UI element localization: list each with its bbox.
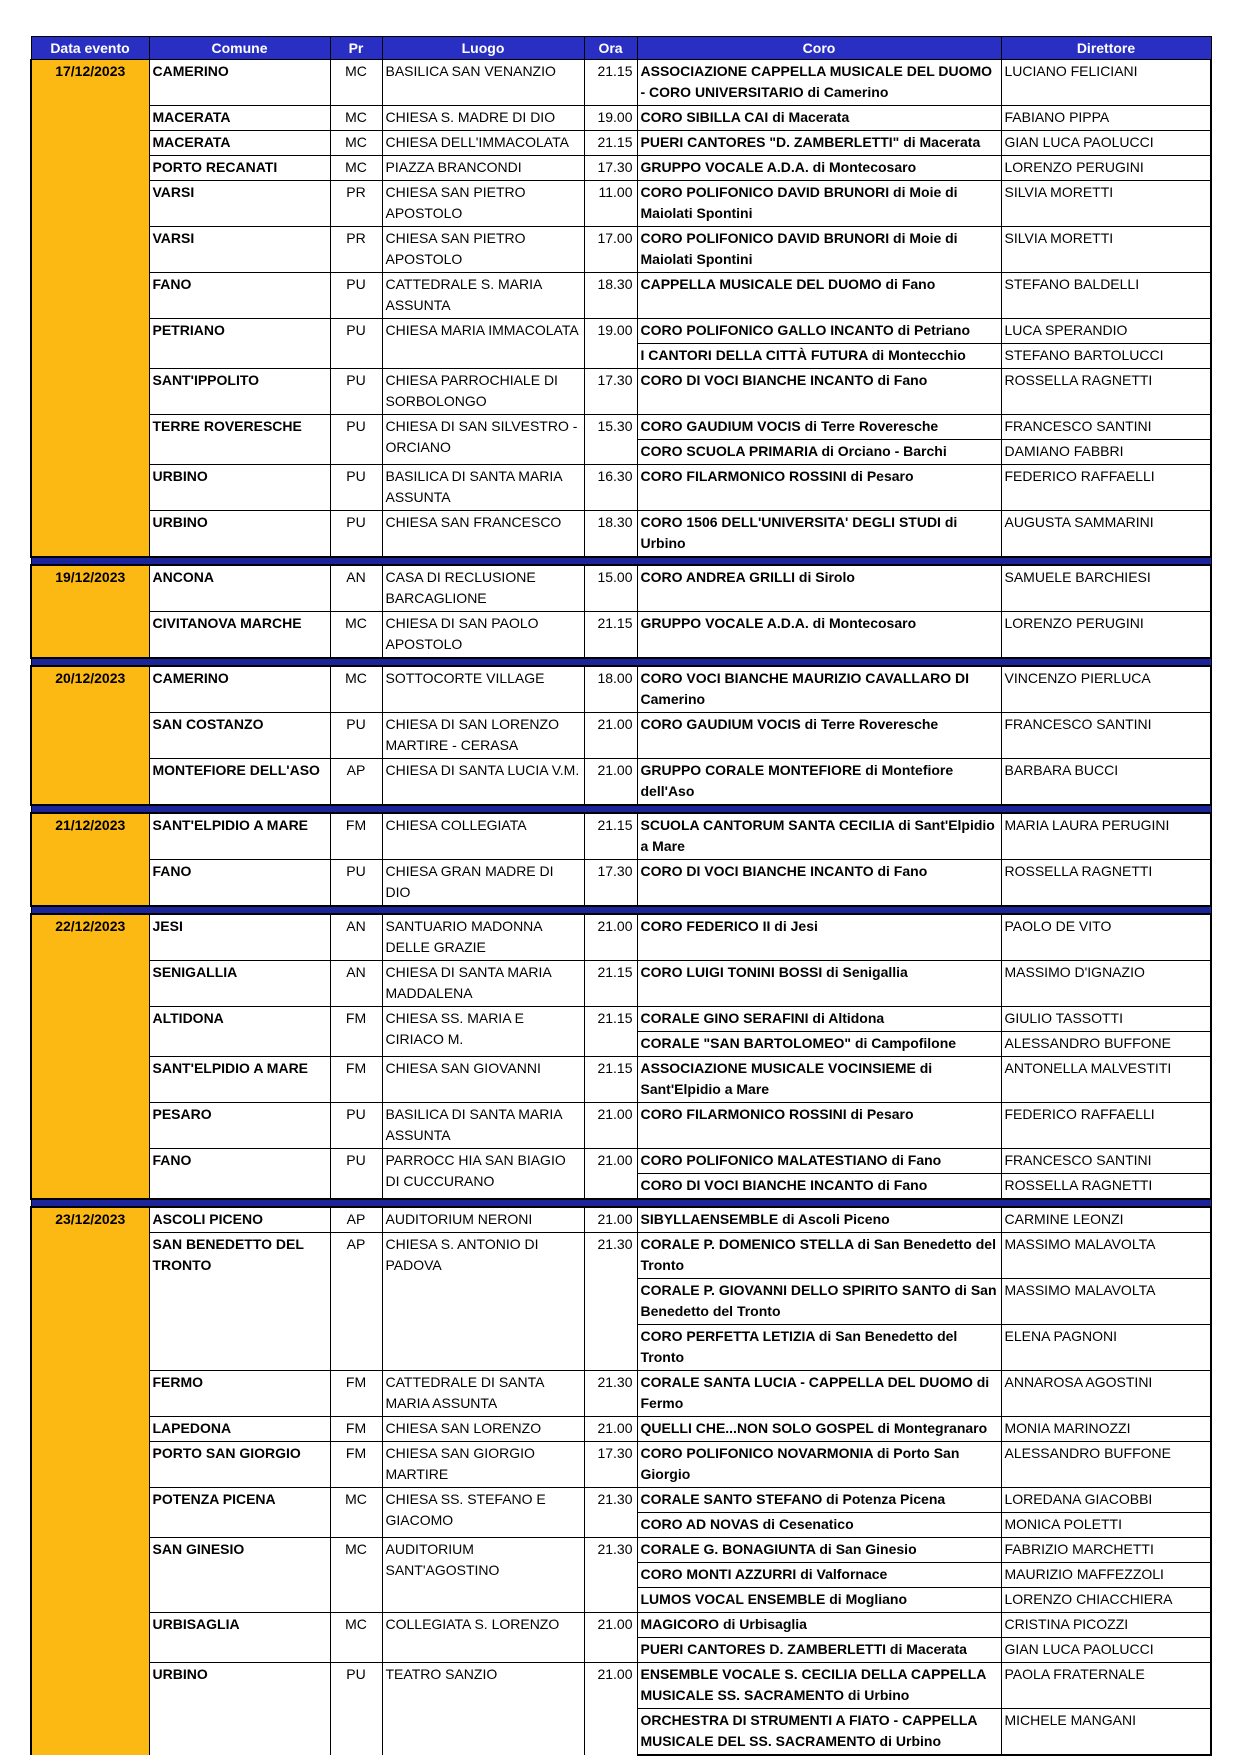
coro-cell: CORALE SANTA LUCIA - CAPPELLA DEL DUOMO di Fermo xyxy=(637,1371,1001,1417)
table-row xyxy=(31,1371,1211,1417)
header-direttore: Direttore xyxy=(1001,37,1211,60)
province-cell: PU xyxy=(330,319,382,369)
province-cell: FM xyxy=(330,1371,382,1417)
direttore-cell: MASSIMO MALAVOLTA xyxy=(1001,1279,1211,1325)
table-row xyxy=(31,1207,1211,1233)
direttore-cell: ANNAROSA AGOSTINI xyxy=(1001,1371,1211,1417)
coro-cell: LUMOS VOCAL ENSEMBLE di Mogliano xyxy=(637,1588,1001,1613)
table-row xyxy=(31,1442,1211,1488)
comune-cell: MONTEFIORE DELL'ASO xyxy=(149,759,330,806)
province-cell: FM xyxy=(330,1417,382,1442)
province-cell: PU xyxy=(330,713,382,759)
coro-cell: SIBYLLAENSEMBLE di Ascoli Piceno xyxy=(637,1207,1001,1233)
luogo-cell: SANTUARIO MADONNA DELLE GRAZIE xyxy=(382,914,584,961)
day-separator xyxy=(31,658,1211,666)
coro-cell: CORALE SANTO STEFANO di Potenza Picena xyxy=(637,1488,1001,1513)
table-row xyxy=(31,666,1211,713)
ora-cell: 21.00 xyxy=(584,1207,637,1233)
luogo-cell: CHIESA SAN PIETRO APOSTOLO xyxy=(382,227,584,273)
coro-cell: I CANTORI DELLA CITTÀ FUTURA di Montecchio xyxy=(637,344,1001,369)
ora-cell: 17.00 xyxy=(584,227,637,273)
luogo-cell: TEATRO SANZIO xyxy=(382,1663,584,1756)
province-cell: AP xyxy=(330,1207,382,1233)
comune-cell: SENIGALLIA xyxy=(149,961,330,1007)
direttore-cell: LOREDANA GIACOBBI xyxy=(1001,1488,1211,1513)
table-row xyxy=(31,860,1211,907)
coro-cell: CORO LUIGI TONINI BOSSI di Senigallia xyxy=(637,961,1001,1007)
province-cell: FM xyxy=(330,813,382,860)
coro-cell: QUELLI CHE...NON SOLO GOSPEL di Montegranaro xyxy=(637,1417,1001,1442)
luogo-cell: CHIESA GRAN MADRE DI DIO xyxy=(382,860,584,907)
coro-cell: MAGICORO di Urbisaglia xyxy=(637,1613,1001,1638)
direttore-cell: LUCA SPERANDIO xyxy=(1001,319,1211,344)
direttore-cell: MARIA LAURA PERUGINI xyxy=(1001,813,1211,860)
direttore-cell: GIAN LUCA PAOLUCCI xyxy=(1001,131,1211,156)
province-cell: AP xyxy=(330,1233,382,1371)
luogo-cell: COLLEGIATA S. LORENZO xyxy=(382,1613,584,1663)
separator-bar xyxy=(31,805,1211,813)
direttore-cell: LORENZO PERUGINI xyxy=(1001,612,1211,659)
coro-cell: CORALE "SAN BARTOLOMEO" di Campofilone xyxy=(637,1032,1001,1057)
comune-cell: CAMERINO xyxy=(149,666,330,713)
direttore-cell: PAOLA FRATERNALE xyxy=(1001,1663,1211,1709)
coro-cell: GRUPPO VOCALE A.D.A. di Montecosaro xyxy=(637,612,1001,659)
coro-cell: CORO GAUDIUM VOCIS di Terre Roveresche xyxy=(637,415,1001,440)
luogo-cell: BASILICA DI SANTA MARIA ASSUNTA xyxy=(382,1103,584,1149)
header-comune: Comune xyxy=(149,37,330,60)
direttore-cell: SILVIA MORETTI xyxy=(1001,181,1211,227)
coro-cell: CORO DI VOCI BIANCHE INCANTO di Fano xyxy=(637,1174,1001,1200)
luogo-cell: CHIESA COLLEGIATA xyxy=(382,813,584,860)
direttore-cell: ALESSANDRO BUFFONE xyxy=(1001,1442,1211,1488)
province-cell: MC xyxy=(330,131,382,156)
coro-cell: CORO POLIFONICO DAVID BRUNORI di Moie di Maiolati Spontini xyxy=(637,181,1001,227)
separator-bar xyxy=(31,1199,1211,1207)
ora-cell: 21.15 xyxy=(584,961,637,1007)
coro-cell: CORO ANDREA GRILLI di Sirolo xyxy=(637,565,1001,612)
comune-cell: PORTO SAN GIORGIO xyxy=(149,1442,330,1488)
concert-schedule xyxy=(30,36,1210,1756)
table-row xyxy=(31,1417,1211,1442)
table-row xyxy=(31,465,1211,511)
ora-cell: 11.00 xyxy=(584,181,637,227)
schedule-table xyxy=(30,36,1212,1756)
ora-cell: 19.00 xyxy=(584,319,637,369)
day-separator xyxy=(31,906,1211,914)
day-separator xyxy=(31,1199,1211,1207)
table-row xyxy=(31,227,1211,273)
ora-cell: 17.30 xyxy=(584,156,637,181)
comune-cell: CAMERINO xyxy=(149,60,330,106)
table-row xyxy=(31,106,1211,131)
comune-cell: POTENZA PICENA xyxy=(149,1488,330,1538)
direttore-cell: MICHELE MANGANI xyxy=(1001,1709,1211,1756)
header-coro: Coro xyxy=(637,37,1001,60)
ora-cell: 21.00 xyxy=(584,1103,637,1149)
event-date: 22/12/2023 xyxy=(31,914,149,1199)
province-cell: PR xyxy=(330,227,382,273)
luogo-cell: CHIESA MARIA IMMACOLATA xyxy=(382,319,584,369)
ora-cell: 21.30 xyxy=(584,1371,637,1417)
ora-cell: 15.30 xyxy=(584,415,637,465)
direttore-cell: MONIA MARINOZZI xyxy=(1001,1417,1211,1442)
table-row xyxy=(31,60,1211,106)
table-row xyxy=(31,415,1211,440)
coro-cell: CORO SCUOLA PRIMARIA di Orciano - Barchi xyxy=(637,440,1001,465)
coro-cell: CORO 1506 DELL'UNIVERSITA' DEGLI STUDI di Urbino xyxy=(637,511,1001,558)
table-row xyxy=(31,1488,1211,1513)
luogo-cell: CHIESA DI SANTA MARIA MADDALENA xyxy=(382,961,584,1007)
coro-cell: CORO DI VOCI BIANCHE INCANTO di Fano xyxy=(637,860,1001,907)
coro-cell: CORO GAUDIUM VOCIS di Terre Roveresche xyxy=(637,713,1001,759)
direttore-cell: FRANCESCO SANTINI xyxy=(1001,415,1211,440)
comune-cell: PETRIANO xyxy=(149,319,330,369)
direttore-cell: PAOLO DE VITO xyxy=(1001,914,1211,961)
ora-cell: 21.00 xyxy=(584,759,637,806)
comune-cell: SANT'ELPIDIO A MARE xyxy=(149,813,330,860)
comune-cell: FANO xyxy=(149,273,330,319)
coro-cell: CORO AD NOVAS di Cesenatico xyxy=(637,1513,1001,1538)
comune-cell: CIVITANOVA MARCHE xyxy=(149,612,330,659)
direttore-cell: FABIANO PIPPA xyxy=(1001,106,1211,131)
coro-cell: CORO PERFETTA LETIZIA di San Benedetto del Tronto xyxy=(637,1325,1001,1371)
comune-cell: VARSI xyxy=(149,227,330,273)
separator-bar xyxy=(31,906,1211,914)
direttore-cell: CRISTINA PICOZZI xyxy=(1001,1613,1211,1638)
direttore-cell: STEFANO BALDELLI xyxy=(1001,273,1211,319)
comune-cell: URBINO xyxy=(149,1663,330,1756)
luogo-cell: CHIESA SAN GIOVANNI xyxy=(382,1057,584,1103)
coro-cell: ORCHESTRA DI STRUMENTI A FIATO - CAPPELLA MUSICALE DEL SS. SACRAMENTO di Urbino xyxy=(637,1709,1001,1756)
coro-cell: SCUOLA CANTORUM SANTA CECILIA di Sant'Elpidio a Mare xyxy=(637,813,1001,860)
luogo-cell: CHIESA SAN GIORGIO MARTIRE xyxy=(382,1442,584,1488)
table-row xyxy=(31,813,1211,860)
province-cell: MC xyxy=(330,1613,382,1663)
province-cell: MC xyxy=(330,1488,382,1538)
table-row xyxy=(31,1007,1211,1032)
ora-cell: 21.30 xyxy=(584,1488,637,1538)
province-cell: PU xyxy=(330,465,382,511)
direttore-cell: FRANCESCO SANTINI xyxy=(1001,1149,1211,1174)
province-cell: PU xyxy=(330,1663,382,1756)
ora-cell: 21.30 xyxy=(584,1233,637,1371)
direttore-cell: ALESSANDRO BUFFONE xyxy=(1001,1032,1211,1057)
direttore-cell: LORENZO CHIACCHIERA xyxy=(1001,1588,1211,1613)
ora-cell: 19.00 xyxy=(584,106,637,131)
luogo-cell: CHIESA PARROCHIALE DI SORBOLONGO xyxy=(382,369,584,415)
luogo-cell: CHIESA DI SANTA LUCIA V.M. xyxy=(382,759,584,806)
coro-cell: GRUPPO VOCALE A.D.A. di Montecosaro xyxy=(637,156,1001,181)
ora-cell: 21.15 xyxy=(584,131,637,156)
luogo-cell: CATTEDRALE DI SANTA MARIA ASSUNTA xyxy=(382,1371,584,1417)
ora-cell: 18.30 xyxy=(584,511,637,558)
header-ora: Ora xyxy=(584,37,637,60)
table-body xyxy=(31,60,1211,1756)
direttore-cell: ANTONELLA MALVESTITI xyxy=(1001,1057,1211,1103)
luogo-cell: AUDITORIUM NERONI xyxy=(382,1207,584,1233)
coro-cell: CORO SIBILLA CAI di Macerata xyxy=(637,106,1001,131)
ora-cell: 16.30 xyxy=(584,465,637,511)
comune-cell: MACERATA xyxy=(149,131,330,156)
separator-bar xyxy=(31,658,1211,666)
event-date: 17/12/2023 xyxy=(31,60,149,558)
ora-cell: 17.30 xyxy=(584,1442,637,1488)
comune-cell: SANT'IPPOLITO xyxy=(149,369,330,415)
comune-cell: URBINO xyxy=(149,511,330,558)
luogo-cell: CHIESA S. MADRE DI DIO xyxy=(382,106,584,131)
direttore-cell: MONICA POLETTI xyxy=(1001,1513,1211,1538)
table-row xyxy=(31,273,1211,319)
luogo-cell: AUDITORIUM SANT'AGOSTINO xyxy=(382,1538,584,1613)
direttore-cell: MAURIZIO MAFFEZZOLI xyxy=(1001,1563,1211,1588)
coro-cell: CORO FEDERICO II di Jesi xyxy=(637,914,1001,961)
ora-cell: 21.00 xyxy=(584,1613,637,1663)
ora-cell: 21.00 xyxy=(584,914,637,961)
coro-cell: CAPPELLA MUSICALE DEL DUOMO di Fano xyxy=(637,273,1001,319)
luogo-cell: CHIESA DELL'IMMACOLATA xyxy=(382,131,584,156)
coro-cell: CORO MONTI AZZURRI di Valfornace xyxy=(637,1563,1001,1588)
comune-cell: VARSI xyxy=(149,181,330,227)
coro-cell: CORO DI VOCI BIANCHE INCANTO di Fano xyxy=(637,369,1001,415)
direttore-cell: GIAN LUCA PAOLUCCI xyxy=(1001,1638,1211,1663)
province-cell: MC xyxy=(330,106,382,131)
header-row xyxy=(31,37,1211,60)
coro-cell: CORO POLIFONICO NOVARMONIA di Porto San Giorgio xyxy=(637,1442,1001,1488)
province-cell: MC xyxy=(330,156,382,181)
direttore-cell: GIULIO TASSOTTI xyxy=(1001,1007,1211,1032)
province-cell: AN xyxy=(330,914,382,961)
comune-cell: SANT'ELPIDIO A MARE xyxy=(149,1057,330,1103)
table-row xyxy=(31,369,1211,415)
coro-cell: CORO POLIFONICO GALLO INCANTO di Petriano xyxy=(637,319,1001,344)
direttore-cell: FEDERICO RAFFAELLI xyxy=(1001,1103,1211,1149)
coro-cell: CORO POLIFONICO MALATESTIANO di Fano xyxy=(637,1149,1001,1174)
comune-cell: URBINO xyxy=(149,465,330,511)
table-row xyxy=(31,1538,1211,1563)
ora-cell: 21.15 xyxy=(584,612,637,659)
direttore-cell: AUGUSTA SAMMARINI xyxy=(1001,511,1211,558)
luogo-cell: PIAZZA BRANCONDI xyxy=(382,156,584,181)
coro-cell: CORO FILARMONICO ROSSINI di Pesaro xyxy=(637,465,1001,511)
ora-cell: 21.15 xyxy=(584,1057,637,1103)
ora-cell: 15.00 xyxy=(584,565,637,612)
coro-cell: CORALE P. DOMENICO STELLA di San Benedetto del Tronto xyxy=(637,1233,1001,1279)
direttore-cell: SILVIA MORETTI xyxy=(1001,227,1211,273)
luogo-cell: CHIESA S. ANTONIO DI PADOVA xyxy=(382,1233,584,1371)
table-row xyxy=(31,131,1211,156)
coro-cell: PUERI CANTORES D. ZAMBERLETTI di Macerata xyxy=(637,1638,1001,1663)
luogo-cell: PARROCC HIA SAN BIAGIO DI CUCCURANO xyxy=(382,1149,584,1200)
luogo-cell: CASA DI RECLUSIONE BARCAGLIONE xyxy=(382,565,584,612)
province-cell: MC xyxy=(330,666,382,713)
direttore-cell: BARBARA BUCCI xyxy=(1001,759,1211,806)
comune-cell: FANO xyxy=(149,1149,330,1200)
province-cell: FM xyxy=(330,1442,382,1488)
luogo-cell: CHIESA DI SAN SILVESTRO - ORCIANO xyxy=(382,415,584,465)
coro-cell: CORO FILARMONICO ROSSINI di Pesaro xyxy=(637,1103,1001,1149)
comune-cell: FANO xyxy=(149,860,330,907)
luogo-cell: CATTEDRALE S. MARIA ASSUNTA xyxy=(382,273,584,319)
coro-cell: ASSOCIAZIONE MUSICALE VOCINSIEME di Sant'Elpidio a Mare xyxy=(637,1057,1001,1103)
table-row xyxy=(31,156,1211,181)
direttore-cell: ROSSELLA RAGNETTI xyxy=(1001,1174,1211,1200)
table-header xyxy=(31,37,1211,60)
comune-cell: JESI xyxy=(149,914,330,961)
luogo-cell: CHIESA SAN FRANCESCO xyxy=(382,511,584,558)
ora-cell: 18.30 xyxy=(584,273,637,319)
ora-cell: 21.00 xyxy=(584,1663,637,1756)
table-row xyxy=(31,511,1211,558)
comune-cell: ANCONA xyxy=(149,565,330,612)
direttore-cell: LUCIANO FELICIANI xyxy=(1001,60,1211,106)
direttore-cell: STEFANO BARTOLUCCI xyxy=(1001,344,1211,369)
comune-cell: SAN GINESIO xyxy=(149,1538,330,1613)
table-row xyxy=(31,1057,1211,1103)
province-cell: PU xyxy=(330,1149,382,1200)
header-luogo: Luogo xyxy=(382,37,584,60)
ora-cell: 21.00 xyxy=(584,713,637,759)
event-date: 21/12/2023 xyxy=(31,813,149,906)
luogo-cell: CHIESA DI SAN LORENZO MARTIRE - CERASA xyxy=(382,713,584,759)
province-cell: MC xyxy=(330,1538,382,1613)
ora-cell: 21.30 xyxy=(584,1538,637,1613)
ora-cell: 18.00 xyxy=(584,666,637,713)
province-cell: AP xyxy=(330,759,382,806)
comune-cell: LAPEDONA xyxy=(149,1417,330,1442)
coro-cell: CORO POLIFONICO DAVID BRUNORI di Moie di Maiolati Spontini xyxy=(637,227,1001,273)
comune-cell: ASCOLI PICENO xyxy=(149,1207,330,1233)
comune-cell: PESARO xyxy=(149,1103,330,1149)
coro-cell: ENSEMBLE VOCALE S. CECILIA DELLA CAPPELLA MUSICALE SS. SACRAMENTO di Urbino xyxy=(637,1663,1001,1709)
province-cell: MC xyxy=(330,60,382,106)
table-row xyxy=(31,1103,1211,1149)
coro-cell: CORALE P. GIOVANNI DELLO SPIRITO SANTO di San Benedetto del Tronto xyxy=(637,1279,1001,1325)
direttore-cell: MASSIMO D'IGNAZIO xyxy=(1001,961,1211,1007)
comune-cell: ALTIDONA xyxy=(149,1007,330,1057)
direttore-cell: FEDERICO RAFFAELLI xyxy=(1001,465,1211,511)
table-row xyxy=(31,181,1211,227)
table-row xyxy=(31,1149,1211,1174)
table-row xyxy=(31,759,1211,806)
table-row xyxy=(31,565,1211,612)
event-date: 23/12/2023 xyxy=(31,1207,149,1755)
table-row xyxy=(31,612,1211,659)
comune-cell: SAN BENEDETTO DEL TRONTO xyxy=(149,1233,330,1371)
direttore-cell: FABRIZIO MARCHETTI xyxy=(1001,1538,1211,1563)
ora-cell: 21.15 xyxy=(584,813,637,860)
coro-cell: PUERI CANTORES "D. ZAMBERLETTI" di Macerata xyxy=(637,131,1001,156)
ora-cell: 17.30 xyxy=(584,369,637,415)
ora-cell: 21.00 xyxy=(584,1417,637,1442)
day-separator xyxy=(31,805,1211,813)
header-data-evento: Data evento xyxy=(31,37,149,60)
comune-cell: SAN COSTANZO xyxy=(149,713,330,759)
coro-cell: CORO VOCI BIANCHE MAURIZIO CAVALLARO DI Camerino xyxy=(637,666,1001,713)
ora-cell: 21.15 xyxy=(584,1007,637,1057)
luogo-cell: BASILICA DI SANTA MARIA ASSUNTA xyxy=(382,465,584,511)
comune-cell: FERMO xyxy=(149,1371,330,1417)
ora-cell: 21.00 xyxy=(584,1149,637,1200)
direttore-cell: MASSIMO MALAVOLTA xyxy=(1001,1233,1211,1279)
comune-cell: TERRE ROVERESCHE xyxy=(149,415,330,465)
province-cell: PU xyxy=(330,415,382,465)
separator-bar xyxy=(31,557,1211,565)
table-row xyxy=(31,1663,1211,1709)
province-cell: PU xyxy=(330,1103,382,1149)
table-row xyxy=(31,319,1211,344)
province-cell: AN xyxy=(330,961,382,1007)
table-row xyxy=(31,1613,1211,1638)
province-cell: FM xyxy=(330,1007,382,1057)
direttore-cell: VINCENZO PIERLUCA xyxy=(1001,666,1211,713)
table-row xyxy=(31,914,1211,961)
province-cell: MC xyxy=(330,612,382,659)
luogo-cell: SOTTOCORTE VILLAGE xyxy=(382,666,584,713)
province-cell: PU xyxy=(330,860,382,907)
ora-cell: 21.15 xyxy=(584,60,637,106)
province-cell: PU xyxy=(330,511,382,558)
comune-cell: PORTO RECANATI xyxy=(149,156,330,181)
coro-cell: CORALE G. BONAGIUNTA di San Ginesio xyxy=(637,1538,1001,1563)
province-cell: AN xyxy=(330,565,382,612)
luogo-cell: CHIESA SS. STEFANO E GIACOMO xyxy=(382,1488,584,1538)
province-cell: PU xyxy=(330,369,382,415)
luogo-cell: CHIESA SAN LORENZO xyxy=(382,1417,584,1442)
direttore-cell: LORENZO PERUGINI xyxy=(1001,156,1211,181)
coro-cell: GRUPPO CORALE MONTEFIORE di Montefiore dell'Aso xyxy=(637,759,1001,806)
luogo-cell: CHIESA DI SAN PAOLO APOSTOLO xyxy=(382,612,584,659)
event-date: 19/12/2023 xyxy=(31,565,149,658)
luogo-cell: CHIESA SS. MARIA E CIRIACO M. xyxy=(382,1007,584,1057)
direttore-cell: DAMIANO FABBRI xyxy=(1001,440,1211,465)
comune-cell: MACERATA xyxy=(149,106,330,131)
table-row xyxy=(31,961,1211,1007)
luogo-cell: BASILICA SAN VENANZIO xyxy=(382,60,584,106)
direttore-cell: ELENA PAGNONI xyxy=(1001,1325,1211,1371)
luogo-cell: CHIESA SAN PIETRO APOSTOLO xyxy=(382,181,584,227)
direttore-cell: ROSSELLA RAGNETTI xyxy=(1001,860,1211,907)
event-date: 20/12/2023 xyxy=(31,666,149,805)
province-cell: PR xyxy=(330,181,382,227)
ora-cell: 17.30 xyxy=(584,860,637,907)
header-pr: Pr xyxy=(330,37,382,60)
direttore-cell: FRANCESCO SANTINI xyxy=(1001,713,1211,759)
table-row xyxy=(31,713,1211,759)
coro-cell: ASSOCIAZIONE CAPPELLA MUSICALE DEL DUOMO - CORO UNIVERSITARIO di Camerino xyxy=(637,60,1001,106)
province-cell: FM xyxy=(330,1057,382,1103)
direttore-cell: ROSSELLA RAGNETTI xyxy=(1001,369,1211,415)
direttore-cell: CARMINE LEONZI xyxy=(1001,1207,1211,1233)
comune-cell: URBISAGLIA xyxy=(149,1613,330,1663)
coro-cell: CORALE GINO SERAFINI di Altidona xyxy=(637,1007,1001,1032)
direttore-cell: SAMUELE BARCHIESI xyxy=(1001,565,1211,612)
day-separator xyxy=(31,557,1211,565)
table-row xyxy=(31,1233,1211,1279)
province-cell: PU xyxy=(330,273,382,319)
